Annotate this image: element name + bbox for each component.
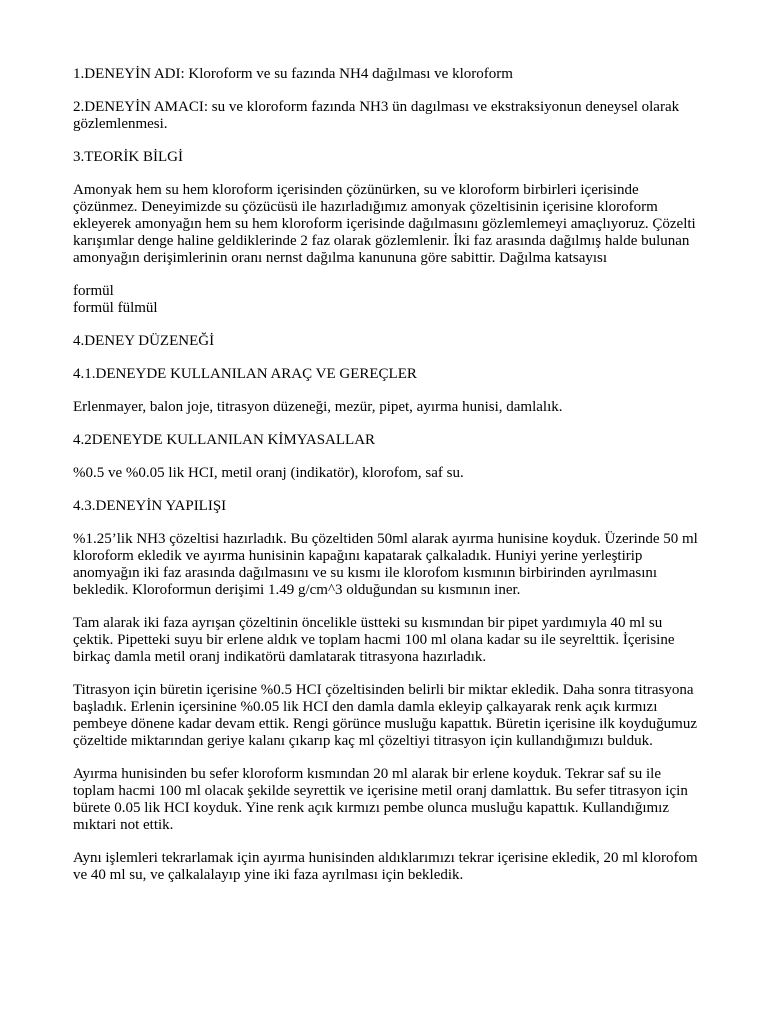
equipment-paragraph: Erlenmayer, balon joje, titrasyon düzeneği, mezür, pipet, ayırma hunisi, damlalık. [73,399,563,415]
procedure-paragraph-2: Tam alarak iki faza ayrışan çözeltinin öncelikle üstteki su kısmından bir pipet yardımıyla 40 ml su çektik. Pipetteki suyu bir erlene aldık ve toplam hacmi 100 ml olana kadar su ile seyrelttik. İçerisine birkaç damla metil oranj indikatörü damlatarak titrasyona hazırladık. [73,615,675,665]
theory-paragraph: Amonyak hem su hem kloroform içerisinden çözünürken, su ve kloroform birbirleri içerisinde çözünmez. Deneyimizde su çözücüsü ile hazırladığımız amonyak çözeltisinin içerisine kloroform ekleyerek amonyağın hem su hem kloroform içerisinde dağılmasını gözlemlemeyi amaçlıyoruz. Çözelti karışımlar denge haline geldiklerinde 2 faz olarak gözlemlenir. İki faz arasında dağılmış halde bulunan amonyağın derişimlerinin oranı nernst dağılma kanununa göre sabittir. Dağılma katsayısı [73,182,696,266]
chemicals-paragraph: %0.5 ve %0.05 lik HCI, metil oranj (indikatör), klorofom, saf su. [73,465,464,481]
theory-heading: 3.TEORİK BİLGİ [73,149,183,165]
procedure-heading: 4.3.DENEYİN YAPILIŞI [73,498,227,514]
equipment-heading: 4.1.DENEYDE KULLANILAN ARAÇ VE GEREÇLER [73,366,417,382]
procedure-paragraph-4: Ayırma hunisinden bu sefer kloroform kısmından 20 ml alarak bir erlene koyduk. Tekrar saf su ile toplam hacmi 100 ml olacak şekilde seyrettik ve içerisine metil oranj damlattık. Bu sefer titrasyon için bürete 0.05 lik HCI koyduk. Yine renk açık kırmızı pembe olunca musluğu kapattık. Kullandığımız mıktari not ettik. [73,766,688,833]
formula-line-1: formül [73,283,114,299]
procedure-paragraph-1: %1.25’lik NH3 çözeltisi hazırladık. Bu çözeltiden 50ml alarak ayırma hunisine koyduk. Üzerinde 50 ml kloroform ekledik ve ayırma hunisinin kapağını kapatarak çalkaladık. Huniyi yerine yerleştirip anomyağın iki faz arasında dağılmasını ve su kısmı ile klorofom kısmının birbirinden ayrılmasını bekledik. Kloroformun derişimi 1.49 g/cm^3 olduğundan su kısmının iner. [73,531,698,598]
procedure-paragraph-5: Aynı işlemleri tekrarlamak için ayırma hunisinden aldıklarımızı tekrar içerisine ekledik, 20 ml klorofom ve 40 ml su, ve çalkalalayıp yine iki faza ayrılması için bekledik. [73,850,698,883]
chemicals-heading: 4.2DENEYDE KULLANILAN KİMYASALLAR [73,432,376,448]
formula-line-2: formül fülmül [73,300,158,316]
procedure-paragraph-3: Titrasyon için büretin içerisine %0.5 HCI çözeltisinden belirli bir miktar ekledik. Daha sonra titrasyona başladık. Erlenin içersinine %0.05 lik HCI den damla damla ekleyip çalkayarak renk açık kırmızı pembeye dönene kadar devam ettik. Rengi görünce musluğu kapattık. Büretin içerisine ilk koyduğumuz çözeltide miktarından geriye kalanı çıkarıp kaç ml çözeltiyi titrasyon için kullandığımızı bulduk. [73,682,698,749]
document-page [73,66,703,900]
experiment-title: 1.DENEYİN ADI: Kloroform ve su fazında NH4 dağılması ve kloroform [73,66,513,82]
experiment-purpose: 2.DENEYİN AMACI: su ve kloroform fazında NH3 ün dagılması ve ekstraksiyonun deneysel olarak gözlemlenmesi. [73,99,680,132]
setup-heading: 4.DENEY DÜZENEĞİ [73,333,215,349]
